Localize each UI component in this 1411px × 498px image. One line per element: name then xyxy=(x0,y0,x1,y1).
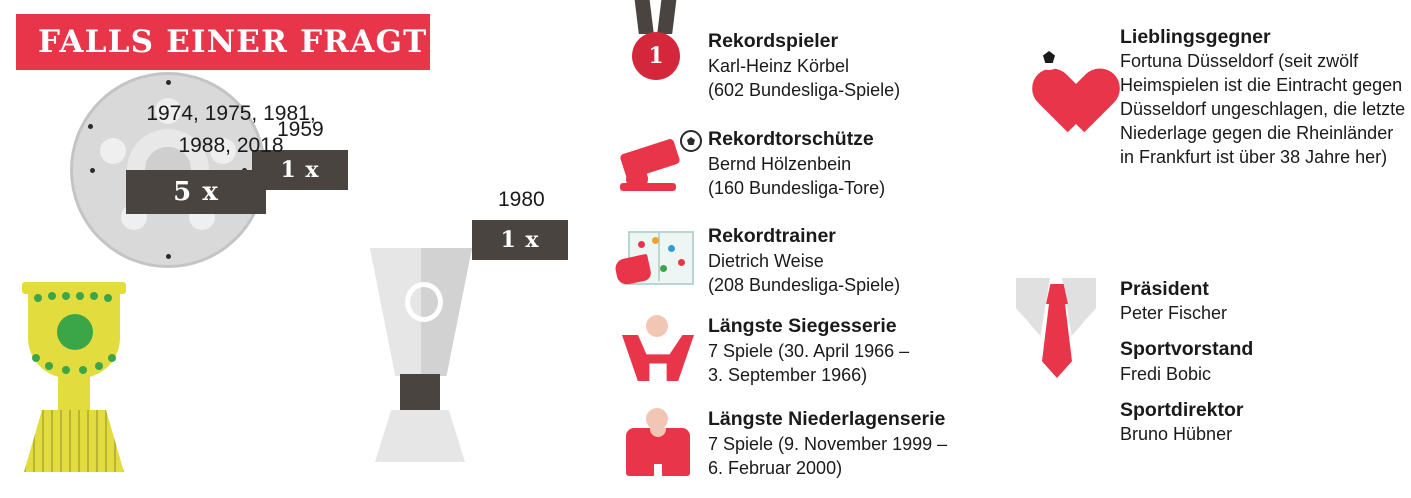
record-line-2: 6. Februar 2000) xyxy=(708,457,843,478)
uefa-pokal-years: 1980 xyxy=(498,188,545,211)
record-line-1: Karl-Heinz Körbel xyxy=(708,56,850,76)
uefa-ring xyxy=(405,282,443,322)
tactics-board-icon xyxy=(608,225,708,295)
favourite-opponent-block xyxy=(1010,26,1411,196)
player-head xyxy=(646,315,668,337)
record-line-1: Bernd Hölzenbein xyxy=(708,154,852,174)
pokal-dot xyxy=(32,354,40,362)
dejected-player-icon xyxy=(608,408,708,478)
uefa-pokal-icon xyxy=(355,248,485,498)
tactics-dot xyxy=(652,237,659,244)
pokal-dot xyxy=(95,362,103,370)
record-text xyxy=(708,225,998,298)
pokal-dot xyxy=(76,292,84,300)
player-head xyxy=(646,408,668,430)
uefa-base xyxy=(375,410,465,462)
plate-rivet xyxy=(88,124,93,129)
record-line-2: (602 Bundesliga-Spiele) xyxy=(708,79,901,100)
officials-text xyxy=(1120,278,1411,447)
meisterschale-years: 1959 xyxy=(277,118,324,141)
tactics-dot xyxy=(638,241,645,248)
right-column xyxy=(1010,0,1411,497)
cannon-base xyxy=(620,183,676,191)
tactics-dot xyxy=(660,265,667,272)
record-title: Längste Siegesserie xyxy=(708,315,897,337)
shirt-collar-left xyxy=(1016,278,1050,336)
pokal-base-stripes xyxy=(24,410,124,472)
records-column xyxy=(608,0,998,497)
shirt-and-tie-icon xyxy=(1010,278,1120,418)
official-name-sportdirektor: Bruno Hübner xyxy=(1120,424,1233,445)
tactics-dot xyxy=(668,245,675,252)
pokal-dot xyxy=(79,366,87,374)
favourite-opponent-text xyxy=(1120,26,1411,196)
dfb-pokal-years: 1974, 1975, 1981, 1988, 2018 xyxy=(146,102,316,157)
official-name-praesident: Peter Fischer xyxy=(1120,303,1228,324)
dfb-pokal-icon xyxy=(14,282,134,497)
record-title: Rekordtrainer xyxy=(708,225,836,247)
pokal-dot-group xyxy=(32,292,116,368)
favourite-opponent-title: Lieblingsgegner xyxy=(1120,26,1271,48)
pokal-dot xyxy=(48,292,56,300)
record-line-1: Dietrich Weise xyxy=(708,251,824,271)
record-title: Rekordspieler xyxy=(708,30,839,52)
record-title: Rekordtorschütze xyxy=(708,128,874,150)
player-shorts xyxy=(654,464,662,476)
plate-dot xyxy=(100,138,126,164)
football-icon xyxy=(1036,44,1062,70)
record-text xyxy=(708,128,998,201)
record-line-2: 3. September 1966) xyxy=(708,364,868,385)
cannon-icon xyxy=(608,128,708,198)
plate-rivet xyxy=(166,80,171,85)
pokal-stem xyxy=(58,376,90,412)
record-text xyxy=(708,315,998,388)
record-rekordtorschuetze xyxy=(608,128,998,201)
dfb-pokal-count: 5 x xyxy=(126,170,266,214)
medal-ribbon xyxy=(657,0,678,34)
pokal-dot xyxy=(45,362,53,370)
record-line-2: (208 Bundesliga-Spiele) xyxy=(708,274,901,295)
pokal-dot xyxy=(90,292,98,300)
plate-rivet xyxy=(90,168,95,173)
record-line-1: 7 Spiele (9. November 1999 – xyxy=(708,434,948,454)
celebrating-player-icon xyxy=(608,315,708,385)
headline-banner xyxy=(16,14,430,70)
uefa-stem xyxy=(400,374,440,412)
medal-badge: 1 xyxy=(632,32,680,80)
headline-text: FALLS EINER FRAGT xyxy=(38,24,428,60)
record-laengste-niederlagenserie xyxy=(608,408,998,481)
record-rekordtrainer xyxy=(608,225,998,298)
pokal-dot xyxy=(62,366,70,374)
pokal-dot xyxy=(108,354,116,362)
pokal-dot xyxy=(104,294,112,302)
tactics-dot xyxy=(678,259,685,266)
official-title-sportdirektor: Sportdirektor xyxy=(1120,398,1244,421)
medal-ribbon xyxy=(633,0,654,34)
record-line-2: (160 Bundesliga-Tore) xyxy=(708,177,886,198)
player-body-arms-up xyxy=(622,335,694,381)
record-text xyxy=(708,30,998,103)
official-title-praesident: Präsident xyxy=(1120,278,1209,300)
record-rekordspieler xyxy=(608,30,998,103)
officials-block xyxy=(1010,278,1411,447)
pokal-dot xyxy=(62,292,70,300)
football-icon xyxy=(680,130,702,152)
record-text xyxy=(708,408,998,481)
favourite-opponent-body: Fortuna Düsseldorf (seit zwölf Heimspielen ist die Eintracht gegen Düsseldorf ungeschlagen, die letzte Niederlage gegen die Rheinländer in Frankfurt ist über 38 Jahre her) xyxy=(1120,51,1406,168)
meisterschale-count: 1 x xyxy=(252,150,348,190)
trophy-column xyxy=(0,70,600,497)
official-title-sportvorstand: Sportvorstand xyxy=(1120,338,1254,361)
uefa-pokal-count: 1 x xyxy=(472,220,568,260)
record-laengste-siegesserie xyxy=(608,315,998,388)
plate-rivet xyxy=(166,254,171,259)
record-line-1: 7 Spiele (30. April 1966 – xyxy=(708,341,910,361)
official-name-sportvorstand: Fredi Bobic xyxy=(1120,363,1212,384)
heart-with-ball-icon xyxy=(1010,26,1120,196)
tie-body xyxy=(1042,302,1072,378)
medal-icon xyxy=(608,30,708,100)
record-title: Längste Niederlagenserie xyxy=(708,408,946,430)
pokal-dot xyxy=(34,294,42,302)
